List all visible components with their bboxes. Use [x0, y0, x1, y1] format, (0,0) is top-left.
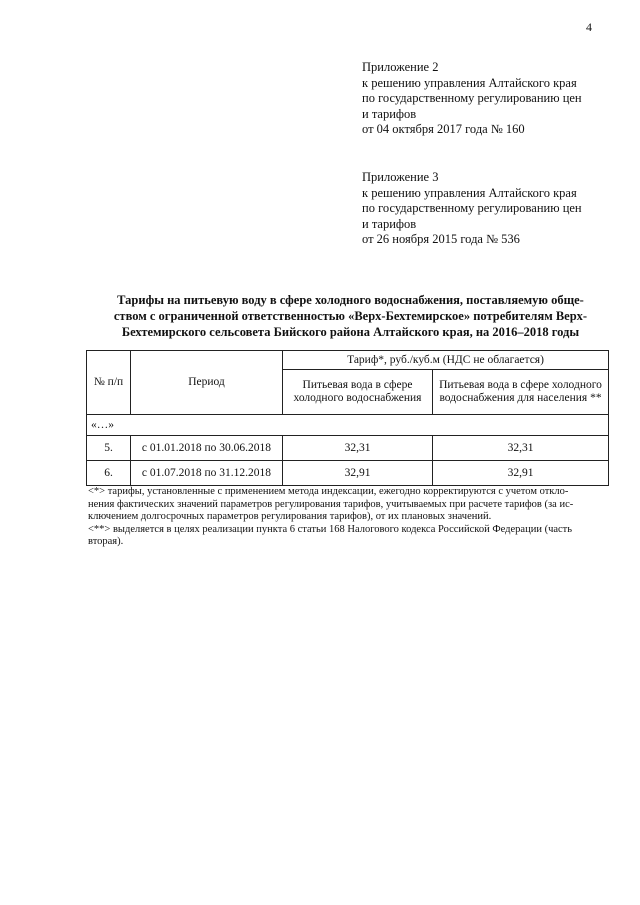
appendix-2-block — [362, 60, 582, 138]
table-row — [87, 436, 609, 461]
title-line: Бехтемирского сельсовета Бийского района Алтайского края, на 2016–2018 годы — [121, 325, 580, 339]
appendix-3-line: от 26 ноября 2015 года № 536 — [362, 232, 520, 246]
footnotes — [88, 486, 613, 549]
cell-general: 32,91 — [283, 461, 433, 486]
cell-period: с 01.07.2018 по 31.12.2018 — [131, 461, 283, 486]
table-row — [87, 461, 609, 486]
cell-general: 32,31 — [283, 436, 433, 461]
header-tariff-group: Тариф*, руб./куб.м (НДС не облагается) — [283, 351, 609, 370]
page-number: 4 — [586, 20, 592, 34]
document-title — [88, 292, 613, 340]
appendix-3-block — [362, 170, 582, 248]
title-line: ством с ограниченной ответственностью «Верх-Бехтемирское» потребителям Верх- — [113, 309, 588, 323]
footnote-line: ключением долгосрочных параметров регулирования тарифов), от их плановых значений. — [88, 511, 492, 522]
cell-population: 32,31 — [433, 436, 609, 461]
footnote-line: нения фактических значений параметров регулирования тарифов, учитываемых при расчете тарифов (за ис- — [88, 498, 574, 510]
cell-num: 5. — [87, 436, 131, 461]
appendix-2-line: от 04 октября 2017 года № 160 — [362, 122, 525, 136]
ellipsis-cell: «…» — [87, 415, 609, 436]
table-row-ellipsis — [87, 415, 609, 436]
footnote-line: <**> выделяется в целях реализации пункта 6 статьи 168 Налогового кодекса Российской Федерации (часть — [88, 523, 573, 535]
footnote-line: вторая). — [88, 536, 124, 547]
appendix-3-line: по государственному регулированию цен — [362, 201, 582, 215]
cell-num: 6. — [87, 461, 131, 486]
appendix-3-line: и тарифов — [362, 216, 417, 231]
header-col-general: Питьевая вода в сфере холодного водоснабжения — [283, 370, 433, 415]
header-num: № п/п — [87, 351, 131, 415]
cell-period: с 01.01.2018 по 30.06.2018 — [131, 436, 283, 461]
appendix-2-line: к решению управления Алтайского края — [362, 75, 577, 90]
cell-population: 32,91 — [433, 461, 609, 486]
appendix-2-line: и тарифов — [362, 106, 417, 121]
tariff-table — [86, 350, 609, 486]
header-col-population: Питьевая вода в сфере холодного водоснабжения для населения ** — [433, 370, 609, 415]
appendix-2-line: по государственному регулированию цен — [362, 91, 582, 105]
title-line: Тарифы на питьевую воду в сфере холодного водоснабжения, поставляемую обще- — [117, 293, 584, 307]
appendix-3-line: к решению управления Алтайского края — [362, 185, 577, 200]
appendix-2-line: Приложение 2 — [362, 60, 439, 74]
header-period: Период — [131, 351, 283, 415]
footnote-line: <*> тарифы, установленные с применением метода индексации, ежегодно корректируются с учетом откло- — [88, 486, 569, 497]
appendix-3-line: Приложение 3 — [362, 170, 439, 184]
